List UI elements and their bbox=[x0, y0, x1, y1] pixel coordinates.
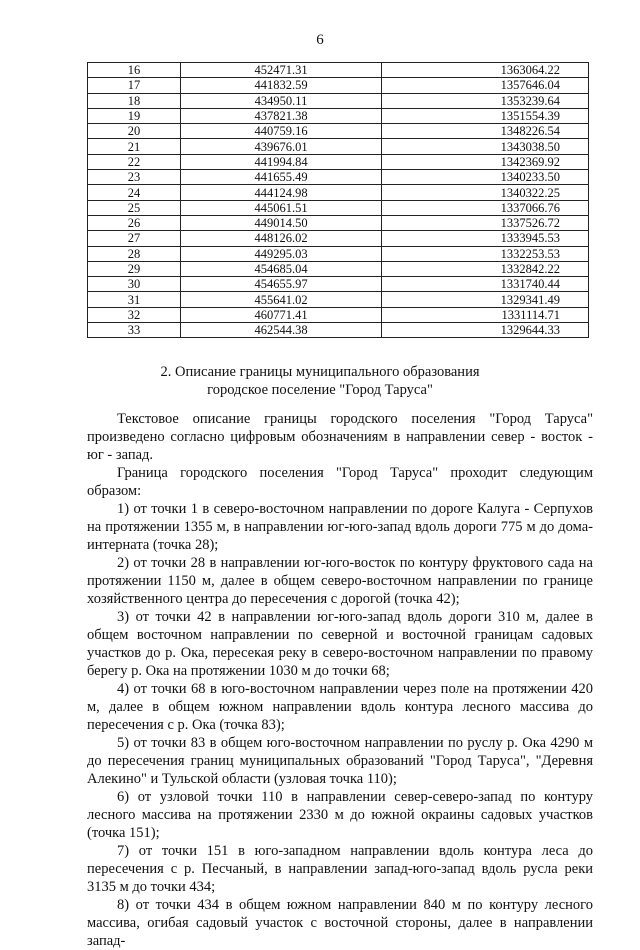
table-row bbox=[88, 154, 589, 169]
x-coordinate-cell: 444124.98 bbox=[181, 185, 382, 200]
table-row bbox=[88, 78, 589, 93]
table-row bbox=[88, 323, 589, 338]
table-row bbox=[88, 246, 589, 261]
boundary-segment-6: 6) от узловой точки 110 в направлении север-северо-запад по контуру лесного массива на протяжении 2330 м до южной окраины садовых участков (точка 151); bbox=[87, 789, 593, 841]
y-coordinate-cell: 1357646.04 bbox=[382, 78, 589, 93]
x-coordinate-cell: 441994.84 bbox=[181, 154, 382, 169]
x-coordinate-cell: 440759.16 bbox=[181, 124, 382, 139]
boundary-segment-1: 1) от точки 1 в северо-восточном направлении по дороге Калуга - Серпухов на протяжении 1355 м, в направлении юг-юго-запад вдоль дороги 775 м до дома-интерната (точка 28); bbox=[87, 501, 593, 553]
point-number-cell: 26 bbox=[88, 215, 181, 230]
y-coordinate-cell: 1340322.25 bbox=[382, 185, 589, 200]
x-coordinate-cell: 462544.38 bbox=[181, 323, 382, 338]
coordinates-table-body bbox=[88, 63, 589, 338]
x-coordinate-cell: 455641.02 bbox=[181, 292, 382, 307]
point-number-cell: 21 bbox=[88, 139, 181, 154]
table-row bbox=[88, 108, 589, 123]
y-coordinate-cell: 1340233.50 bbox=[382, 170, 589, 185]
x-coordinate-cell: 441655.49 bbox=[181, 170, 382, 185]
point-number-cell: 16 bbox=[88, 63, 181, 78]
x-coordinate-cell: 452471.31 bbox=[181, 63, 382, 78]
table-row bbox=[88, 185, 589, 200]
point-number-cell: 31 bbox=[88, 292, 181, 307]
point-number-cell: 25 bbox=[88, 200, 181, 215]
point-number-cell: 19 bbox=[88, 108, 181, 123]
table-row bbox=[88, 215, 589, 230]
point-number-cell: 17 bbox=[88, 78, 181, 93]
y-coordinate-cell: 1331740.44 bbox=[382, 277, 589, 292]
x-coordinate-cell: 449295.03 bbox=[181, 246, 382, 261]
point-number-cell: 23 bbox=[88, 170, 181, 185]
table-row bbox=[88, 200, 589, 215]
intro-paragraph: Текстовое описание границы городского поселения "Город Таруса" произведено согласно цифровым обозначениям в направлении север - восток - юг - запад. bbox=[87, 411, 593, 463]
table-row bbox=[88, 124, 589, 139]
x-coordinate-cell: 454685.04 bbox=[181, 261, 382, 276]
x-coordinate-cell: 445061.51 bbox=[181, 200, 382, 215]
x-coordinate-cell: 441832.59 bbox=[181, 78, 382, 93]
boundary-segment-2: 2) от точки 28 в направлении юг-юго-восток по контуру фруктового сада на протяжении 1150 м, далее в общем северо-восточном направлении по границе хозяйственного центра до пересечения с дорогой (точка 42); bbox=[87, 555, 593, 607]
y-coordinate-cell: 1329341.49 bbox=[382, 292, 589, 307]
y-coordinate-cell: 1337526.72 bbox=[382, 215, 589, 230]
point-number-cell: 32 bbox=[88, 307, 181, 322]
y-coordinate-cell: 1333945.53 bbox=[382, 231, 589, 246]
x-coordinate-cell: 449014.50 bbox=[181, 215, 382, 230]
x-coordinate-cell: 434950.11 bbox=[181, 93, 382, 108]
y-coordinate-cell: 1342369.92 bbox=[382, 154, 589, 169]
boundary-description bbox=[87, 410, 593, 950]
table-row bbox=[88, 261, 589, 276]
point-number-cell: 27 bbox=[88, 231, 181, 246]
x-coordinate-cell: 460771.41 bbox=[181, 307, 382, 322]
y-coordinate-cell: 1351554.39 bbox=[382, 108, 589, 123]
table-row bbox=[88, 63, 589, 78]
page-number: 6 bbox=[316, 32, 324, 48]
boundary-lead-paragraph: Граница городского поселения "Город Таруса" проходит следующим образом: bbox=[87, 465, 593, 499]
boundary-segment-7: 7) от точки 151 в юго-западном направлении вдоль контура леса до пересечения с р. Песчаный, в направлении запад-юго-запад вдоль русла реки 3135 м до точки 434; bbox=[87, 843, 593, 895]
coordinates-table bbox=[87, 62, 589, 338]
y-coordinate-cell: 1363064.22 bbox=[382, 63, 589, 78]
section-title bbox=[0, 363, 640, 399]
x-coordinate-cell: 437821.38 bbox=[181, 108, 382, 123]
y-coordinate-cell: 1337066.76 bbox=[382, 200, 589, 215]
y-coordinate-cell: 1329644.33 bbox=[382, 323, 589, 338]
y-coordinate-cell: 1331114.71 bbox=[382, 307, 589, 322]
section-title-line-2: городское поселение "Город Таруса" bbox=[207, 382, 433, 398]
x-coordinate-cell: 448126.02 bbox=[181, 231, 382, 246]
point-number-cell: 30 bbox=[88, 277, 181, 292]
x-coordinate-cell: 454655.97 bbox=[181, 277, 382, 292]
table-row bbox=[88, 292, 589, 307]
point-number-cell: 29 bbox=[88, 261, 181, 276]
boundary-segment-8: 8) от точки 434 в общем южном направлении 840 м по контуру лесного массива, огибая садовый участок с восточной стороны, далее в направлении запад- bbox=[87, 897, 593, 949]
table-row bbox=[88, 170, 589, 185]
table-row bbox=[88, 307, 589, 322]
table-row bbox=[88, 231, 589, 246]
x-coordinate-cell: 439676.01 bbox=[181, 139, 382, 154]
boundary-segment-4: 4) от точки 68 в юго-восточном направлении через поле на протяжении 420 м, далее в общем южном направлении вдоль контура лесного массива до пересечения с р. Ока (точка 83); bbox=[87, 681, 593, 733]
y-coordinate-cell: 1332253.53 bbox=[382, 246, 589, 261]
point-number-cell: 22 bbox=[88, 154, 181, 169]
table-row bbox=[88, 139, 589, 154]
section-title-line-1: 2. Описание границы муниципального образования bbox=[160, 364, 480, 380]
boundary-segment-3: 3) от точки 42 в направлении юг-юго-запад вдоль дороги 310 м, далее в общем восточном направлении по северной и восточной границам садовых участков до р. Ока, пересекая реку в северо-восточном направлении по правому берегу р. Ока на протяжении 1030 м до точки 68; bbox=[87, 609, 593, 679]
point-number-cell: 24 bbox=[88, 185, 181, 200]
point-number-cell: 33 bbox=[88, 323, 181, 338]
point-number-cell: 18 bbox=[88, 93, 181, 108]
boundary-segment-5: 5) от точки 83 в общем юго-восточном направлении по руслу р. Ока 4290 м до пересечения границ муниципальных образований "Город Таруса", "Деревня Алекино" и Тульской области (узловая точка 110); bbox=[87, 735, 593, 787]
y-coordinate-cell: 1332842.22 bbox=[382, 261, 589, 276]
y-coordinate-cell: 1353239.64 bbox=[382, 93, 589, 108]
y-coordinate-cell: 1343038.50 bbox=[382, 139, 589, 154]
point-number-cell: 20 bbox=[88, 124, 181, 139]
y-coordinate-cell: 1348226.54 bbox=[382, 124, 589, 139]
table-row bbox=[88, 93, 589, 108]
table-row bbox=[88, 277, 589, 292]
point-number-cell: 28 bbox=[88, 246, 181, 261]
